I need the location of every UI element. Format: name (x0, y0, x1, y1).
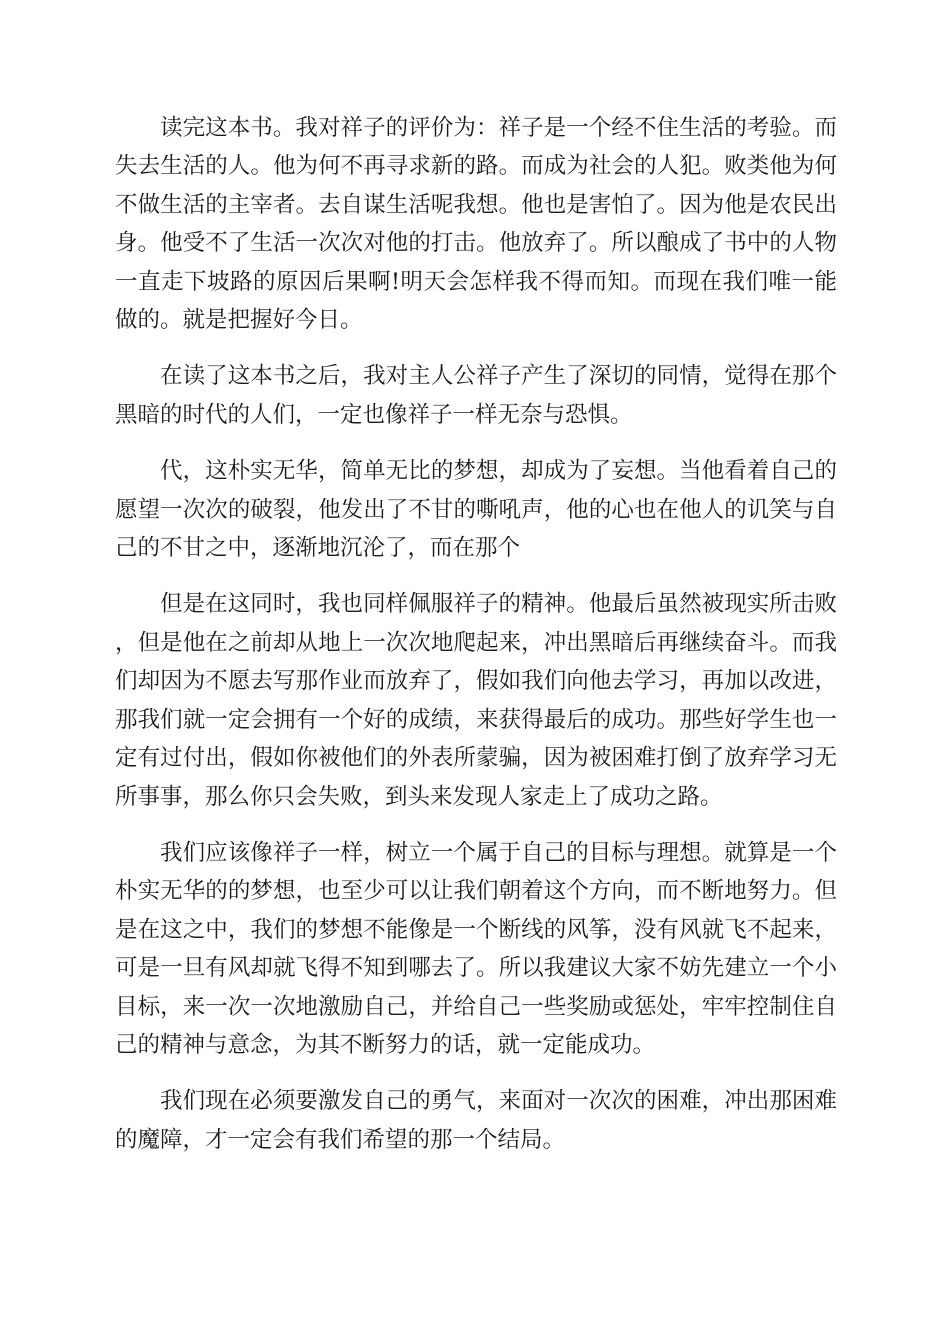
paragraph-4: 但是在这同时，我也同样佩服祥子的精神。他最后虽然被现实所击败，但是他在之前却从地上一次次地爬起来，冲出黑暗后再继续奋斗。而我们却因为不愿去写那作业而放弃了，假如我们向他去学习，再加以改进，那我们就一定会拥有一个好的成绩，来获得最后的成功。那些好学生也一定有过付出，假如你被他们的外表所蒙骗，因为被困难打倒了放弃学习无所事事，那么你只会失败，到头来发现人家走上了成功之路。 (115, 591, 837, 810)
paragraph-2: 在读了这本书之后，我对主人公祥子产生了深切的同情，觉得在那个黑暗的时代的人们，一定也像祥子一样无奈与恐惧。 (115, 363, 837, 428)
document-body (115, 109, 837, 1177)
paragraph-1: 读完这本书。我对祥子的评价为：祥子是一个经不住生活的考验。而失去生活的人。他为何不再寻求新的路。而成为社会的人犯。败类他为何不做生活的主宰者。去自谋生活呢我想。他也是害怕了。因为他是农民出身。他受不了生活一次次对他的打击。他放弃了。所以酿成了书中的人物一直走下坡路的原因后果啊!明天会怎样我不得而知。而现在我们唯一能做的。就是把握好今日。 (115, 115, 837, 334)
paragraph-3: 代，这朴实无华，简单无比的梦想，却成为了妄想。当他看着自己的愿望一次次的破裂，他发出了不甘的嘶吼声，他的心也在他人的讥笑与自己的不甘之中，逐渐地沉沦了，而在那个 (115, 458, 837, 562)
paragraph-5: 我们应该像祥子一样，树立一个属于自己的目标与理想。就算是一个朴实无华的的梦想，也至少可以让我们朝着这个方向，而不断地努力。但是在这之中，我们的梦想不能像是一个断线的风筝，没有风就飞不起来，可是一旦有风却就飞得不知到哪去了。所以我建议大家不妨先建立一个小目标，来一次一次地激励自己，并给自己一些奖励或惩处，牢牢控制住自己的精神与意念，为其不断努力的话，就一定能成功。 (115, 839, 837, 1058)
paragraph-6: 我们现在必须要激发自己的勇气，来面对一次次的困难，冲出那困难的魔障，才一定会有我们希望的那一个结局。 (115, 1088, 837, 1153)
